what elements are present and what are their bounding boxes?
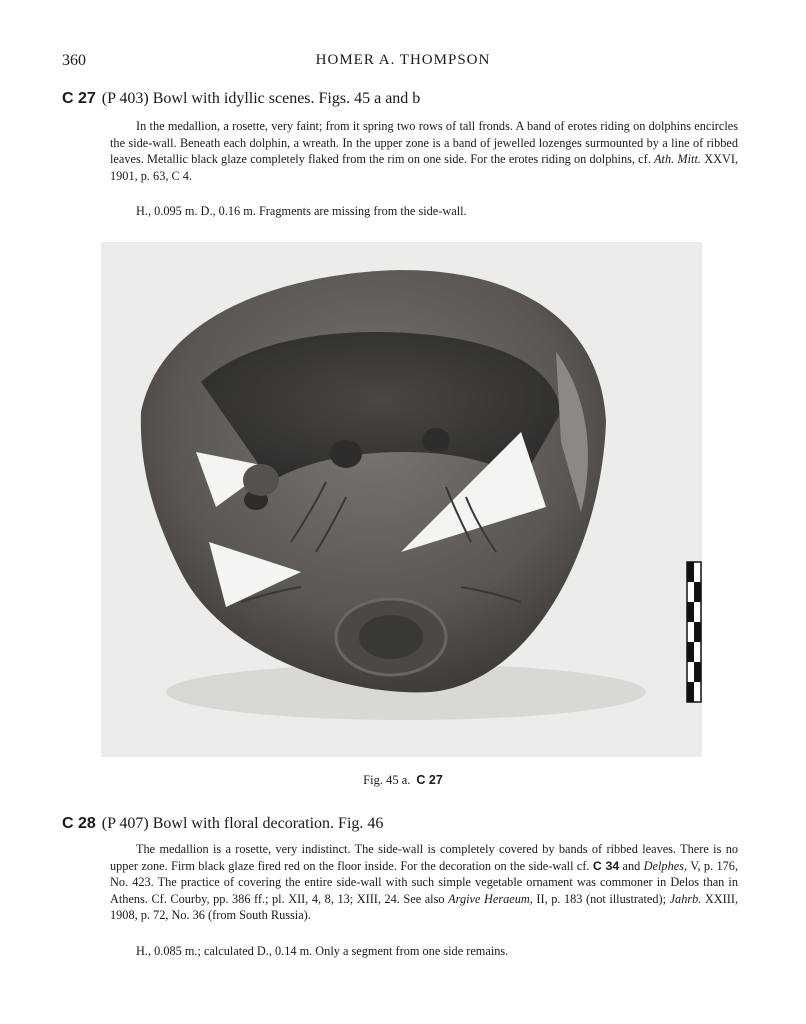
- caption-label: Fig. 45 a.: [363, 773, 411, 787]
- entry-dimensions: [110, 943, 738, 960]
- page-number: 360: [62, 52, 86, 69]
- entry-description: [110, 118, 738, 184]
- entry-description: [110, 841, 738, 924]
- entry-title: (P 403) Bowl with idyllic scenes. Figs. 45 a and b: [101, 90, 421, 107]
- caption-reference: C 27: [416, 773, 443, 787]
- catalog-number: C 27: [62, 90, 96, 107]
- journal-reference: Jahrb.: [669, 891, 702, 906]
- dimensions-text: H., 0.085 m.; calculated D., 0.14 m. Only a segment from one side remains.: [136, 944, 509, 958]
- entry-heading-c28: [62, 815, 744, 833]
- bowl-photograph: [101, 242, 702, 757]
- running-head: HOMER A. THOMPSON: [315, 52, 491, 68]
- entry-dimensions: [110, 203, 738, 220]
- figure-caption: [0, 773, 806, 788]
- catalog-number: C 28: [62, 815, 96, 832]
- description-text: XXIII, 1908, p. 72, No. 36 (from South Russia).: [110, 891, 739, 922]
- description-text: In the medallion, a rosette, very faint; from it spring two rows of tall fronds. A band of erotes riding on dolphins encircles the side-wall. Beneath each dolphin, a wreath. In the upper zone is a band of jewelled lozenges surmounted by a line of ribbed leaves. Metallic black glaze completely flaked from the rim on one side. For the erotes riding on dolphins, cf.: [110, 119, 738, 166]
- dimensions-text: H., 0.095 m. D., 0.16 m. Fragments are missing from the side-wall.: [136, 204, 467, 218]
- entry-heading-c27: [62, 90, 744, 108]
- description-text: XXVI, 1901, p. 63, C 4.: [110, 152, 739, 183]
- entry-title: (P 407) Bowl with floral decoration. Fig. 46: [101, 815, 384, 832]
- catalog-reference: C 34: [592, 858, 620, 873]
- journal-reference: Ath. Mitt.: [654, 152, 701, 166]
- description-text: The medallion is a rosette, very indistinct. The side-wall is completely covered by bands of ribbed leaves. There is no upper zone. Firm black glaze fired red on the floor inside. For the decoration on the side-wall cf.: [110, 842, 738, 873]
- journal-reference: Delphes,: [643, 858, 688, 873]
- description-text: II, p. 183 (not illustrated);: [536, 891, 667, 906]
- description-text: and: [622, 858, 641, 873]
- figure-photograph: [101, 242, 702, 757]
- rosette: [359, 615, 423, 659]
- page-header: [62, 52, 744, 72]
- description-text: V, p. 176, No. 423. The practice of covering the entire side-wall with such simple vegetable ornament was commoner in Delos than in Athens. Cf. Courby, pp. 386 ff.; pl. XII, 4, 8, 13; XIII, 24. See also: [110, 858, 739, 906]
- scale-bar: [687, 562, 701, 702]
- journal-reference: Argive Heraeum,: [448, 891, 533, 906]
